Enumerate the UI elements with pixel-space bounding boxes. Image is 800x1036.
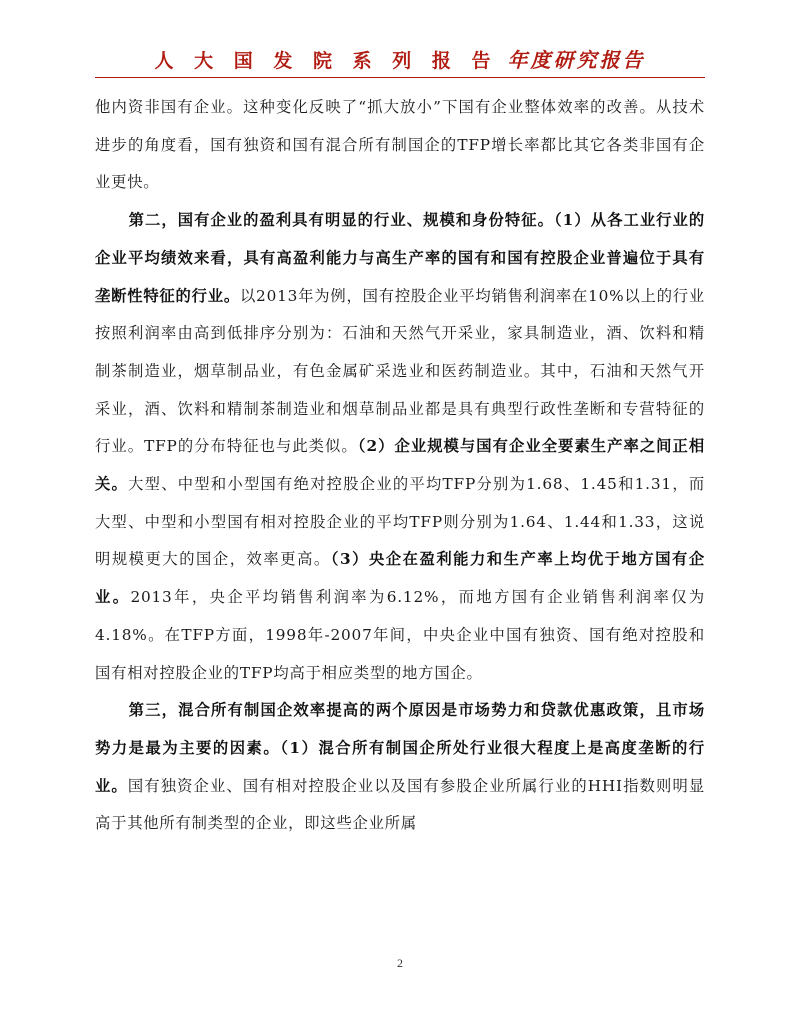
- paragraph-third-finding: [95, 692, 705, 843]
- paragraph-continuation: [95, 89, 705, 202]
- paragraph-second-finding: [95, 202, 705, 692]
- bold-heading-text: （2）企业规模与国有企业全要素生产率之间正相关。: [95, 437, 705, 494]
- bold-heading-text: 第二，国有企业的盈利具有明显的行业、规模和身份特征。（1）从各工业行业的企业平均绩效来看，具有高盈利能力与高生产率的国有和国有控股企业普遍位于具有垄断性特征的行业。: [95, 211, 705, 305]
- paragraph-text: 大型、中型和小型国有绝对控股企业的平均TFP分别为1.68、1.45和1.31，而大型、中型和小型国有相对控股企业的平均TFP则分别为1.64、1.44和1.33，这说明规模更大的国企，效率更高。: [95, 475, 705, 569]
- body-text: [95, 89, 705, 843]
- bold-heading-text: 第三，混合所有制国企效率提高的两个原因是市场势力和贷款优惠政策，且市场势力是最为主要的因素。（1）混合所有制国企所处行业很大程度上是高度垄断的行业。: [95, 701, 705, 795]
- bold-heading-text: （3）央企在盈利能力和生产率上均优于地方国有企业。: [95, 550, 705, 607]
- paragraph-text: 以2013年为例，国有控股企业平均销售利润率在10%以上的行业按照利润率由高到低排序分别为：石油和天然气开采业，家具制造业，酒、饮料和精制茶制造业，烟草制品业，有色金属矿采选业和医药制造业。其中，石油和天然气开采业，酒、饮料和精制茶制造业和烟草制品业都是具有典型行政性垄断和专营特征的行业。TFP的分布特征也与此类似。: [95, 286, 706, 456]
- report-subtitle: 年度研究报告: [507, 48, 646, 72]
- page-number: 2: [397, 956, 403, 970]
- paragraph-text: 国有独资企业、国有相对控股企业以及国有参股企业所属行业的HHI指数则明显高于其他所有制类型的企业，即这些企业所属: [95, 776, 705, 833]
- paragraph-text: 2013年，央企平均销售利润率为6.12%，而地方国有企业销售利润率仅为4.18%。在TFP方面，1998年-2007年间，中央企业中国有独资、国有绝对控股和国有相对控股企业的TFP均高于相应类型的地方国企。: [95, 588, 706, 682]
- report-series-title: 人 大 国 发 院 系 列 报 告: [154, 50, 498, 72]
- header-divider: [95, 77, 705, 78]
- report-header: [95, 44, 705, 80]
- paragraph-text: 他内资非国有企业。这种变化反映了“抓大放小”下国有企业整体效率的改善。从技术进步的角度看，国有独资和国有混合所有制国企的TFP增长率都比其它各类非国有企业更快。: [95, 98, 705, 192]
